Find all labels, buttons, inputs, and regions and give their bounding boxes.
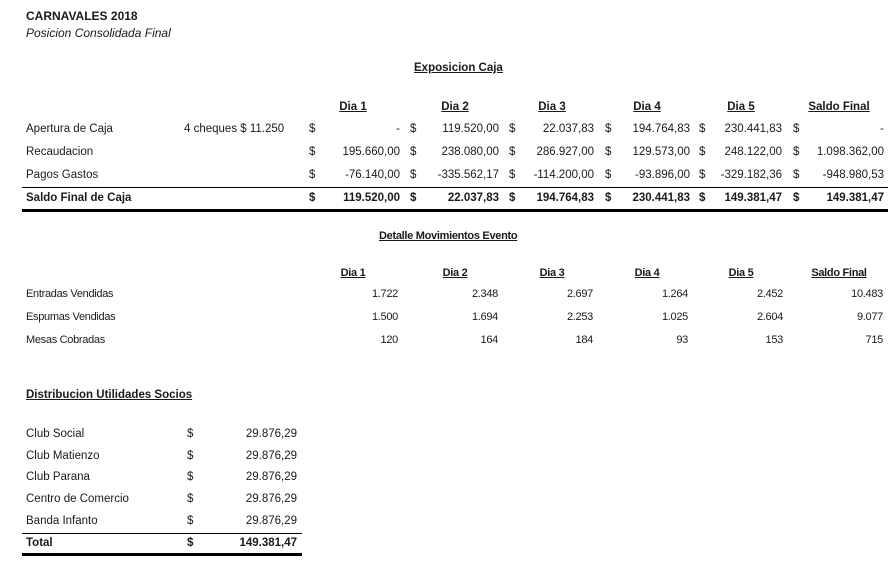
column-header: Dia 4 (634, 267, 660, 279)
currency-symbol: $ (793, 146, 800, 158)
table-cell-value: 1.098.362,00 (816, 146, 884, 158)
currency-symbol: $ (187, 450, 194, 462)
column-header: Dia 2 (441, 101, 469, 113)
table-cell-value: 2.604 (756, 311, 783, 323)
socio-label: Banda Infanto (26, 515, 98, 527)
currency-symbol: $ (309, 146, 316, 158)
currency-symbol: $ (793, 192, 800, 204)
currency-symbol: $ (699, 192, 706, 204)
total-label: Total (26, 537, 53, 549)
table-cell-value: 195.660,00 (342, 146, 400, 158)
table-cell-value: -948.980,53 (822, 169, 884, 181)
table-cell-value: 2.348 (471, 288, 498, 300)
total-value: 22.037,83 (447, 192, 499, 204)
table-cell-value: -114.200,00 (533, 169, 594, 181)
currency-symbol: $ (509, 123, 516, 135)
socio-label: Club Parana (26, 471, 90, 483)
table-cell-value: 2.452 (756, 288, 783, 300)
currency-symbol: $ (410, 169, 417, 181)
column-header: Dia 5 (727, 101, 755, 113)
table-cell-value: 1.025 (661, 311, 688, 323)
total-value: 149.381,47 (724, 192, 782, 204)
total-top-rule (22, 533, 302, 534)
column-header: Saldo Final (811, 267, 867, 279)
total-value: 119.520,00 (343, 192, 400, 204)
total-value: 149.381,47 (239, 537, 297, 549)
socio-value: 29.876,29 (245, 515, 297, 527)
report-subtitle: Posicion Consolidada Final (26, 26, 171, 40)
table-cell-value: 230.441,83 (724, 123, 782, 135)
column-header: Dia 3 (539, 267, 565, 279)
row-label: Mesas Cobradas (26, 334, 105, 346)
column-header: Dia 4 (633, 101, 661, 113)
column-header: Dia 1 (340, 267, 366, 279)
table-cell-value: 153 (765, 334, 783, 346)
currency-symbol: $ (605, 169, 612, 181)
row-label: Entradas Vendidas (26, 288, 114, 300)
column-header: Dia 3 (538, 101, 566, 113)
total-bottom-rule (22, 209, 888, 212)
currency-symbol: $ (187, 428, 194, 440)
column-header: Dia 1 (339, 101, 367, 113)
table-cell-value: 1.264 (661, 288, 688, 300)
currency-symbol: $ (309, 192, 316, 204)
table-cell-value: 2.253 (566, 311, 593, 323)
table-cell-value: 1.500 (371, 311, 398, 323)
currency-symbol: $ (509, 146, 516, 158)
table-cell-value: 119.520,00 (442, 123, 499, 135)
table-cell-value: 10.483 (851, 288, 883, 300)
table-cell-value: 22.037,83 (542, 123, 594, 135)
row-note: 4 cheques $ 11.250 (184, 123, 285, 135)
currency-symbol: $ (699, 123, 706, 135)
currency-symbol: $ (605, 123, 612, 135)
table-cell-value: 194.764,83 (632, 123, 690, 135)
table-cell-value: - (880, 123, 884, 135)
table-cell-value: 248.122,00 (724, 146, 782, 158)
currency-symbol: $ (410, 123, 417, 135)
currency-symbol: $ (187, 493, 194, 505)
table-cell-value: 184 (575, 334, 593, 346)
exposicion-caja-title: Exposicion Caja (414, 62, 503, 74)
currency-symbol: $ (410, 192, 417, 204)
distribucion-title: Distribucion Utilidades Socios (26, 389, 193, 401)
socio-label: Club Matienzo (26, 450, 100, 462)
table-cell-value: 238.080,00 (441, 146, 499, 158)
column-header: Dia 2 (442, 267, 468, 279)
currency-symbol: $ (605, 192, 612, 204)
table-cell-value: 129.573,00 (632, 146, 690, 158)
socio-value: 29.876,29 (245, 471, 297, 483)
currency-symbol: $ (309, 123, 316, 135)
currency-symbol: $ (509, 192, 516, 204)
total-bottom-rule (22, 553, 302, 556)
currency-symbol: $ (509, 169, 516, 181)
total-value: 149.381,47 (826, 192, 884, 204)
table-cell-value: -93.896,00 (635, 169, 690, 181)
socio-value: 29.876,29 (245, 428, 297, 440)
table-cell-value: 9.077 (856, 311, 883, 323)
row-label: Pagos Gastos (26, 169, 99, 181)
table-cell-value: 2.697 (566, 288, 593, 300)
row-label: Espumas Vendidas (26, 311, 116, 323)
currency-symbol: $ (793, 123, 800, 135)
table-cell-value: 93 (676, 334, 688, 346)
socio-value: 29.876,29 (245, 450, 297, 462)
total-top-rule (22, 187, 888, 188)
total-value: 230.441,83 (632, 192, 690, 204)
table-cell-value: -76.140,00 (345, 169, 400, 181)
column-header: Saldo Final (808, 101, 870, 113)
table-cell-value: -335.562,17 (437, 169, 499, 181)
currency-symbol: $ (699, 146, 706, 158)
currency-symbol: $ (309, 169, 316, 181)
currency-symbol: $ (187, 515, 194, 527)
row-label: Apertura de Caja (26, 123, 113, 135)
row-label: Recaudacion (26, 146, 94, 158)
table-cell-value: 164 (480, 334, 498, 346)
currency-symbol: $ (605, 146, 612, 158)
table-cell-value: - (396, 123, 400, 135)
table-cell-value: 715 (865, 334, 883, 346)
report-title: CARNAVALES 2018 (26, 9, 138, 23)
socio-label: Club Social (26, 428, 85, 440)
table-cell-value: 1.694 (471, 311, 498, 323)
detalle-movimientos-title: Detalle Movimientos Evento (379, 230, 518, 242)
table-cell-value: 120 (380, 334, 398, 346)
currency-symbol: $ (187, 471, 194, 483)
socio-label: Centro de Comercio (26, 493, 129, 505)
currency-symbol: $ (187, 537, 194, 549)
total-value: 194.764,83 (536, 192, 594, 204)
table-cell-value: 1.722 (371, 288, 398, 300)
socio-value: 29.876,29 (245, 493, 297, 505)
currency-symbol: $ (699, 169, 706, 181)
column-header: Dia 5 (728, 267, 754, 279)
currency-symbol: $ (793, 169, 800, 181)
currency-symbol: $ (410, 146, 417, 158)
table-cell-value: 286.927,00 (536, 146, 594, 158)
table-cell-value: -329.182,36 (720, 169, 782, 181)
total-label: Saldo Final de Caja (26, 192, 132, 204)
